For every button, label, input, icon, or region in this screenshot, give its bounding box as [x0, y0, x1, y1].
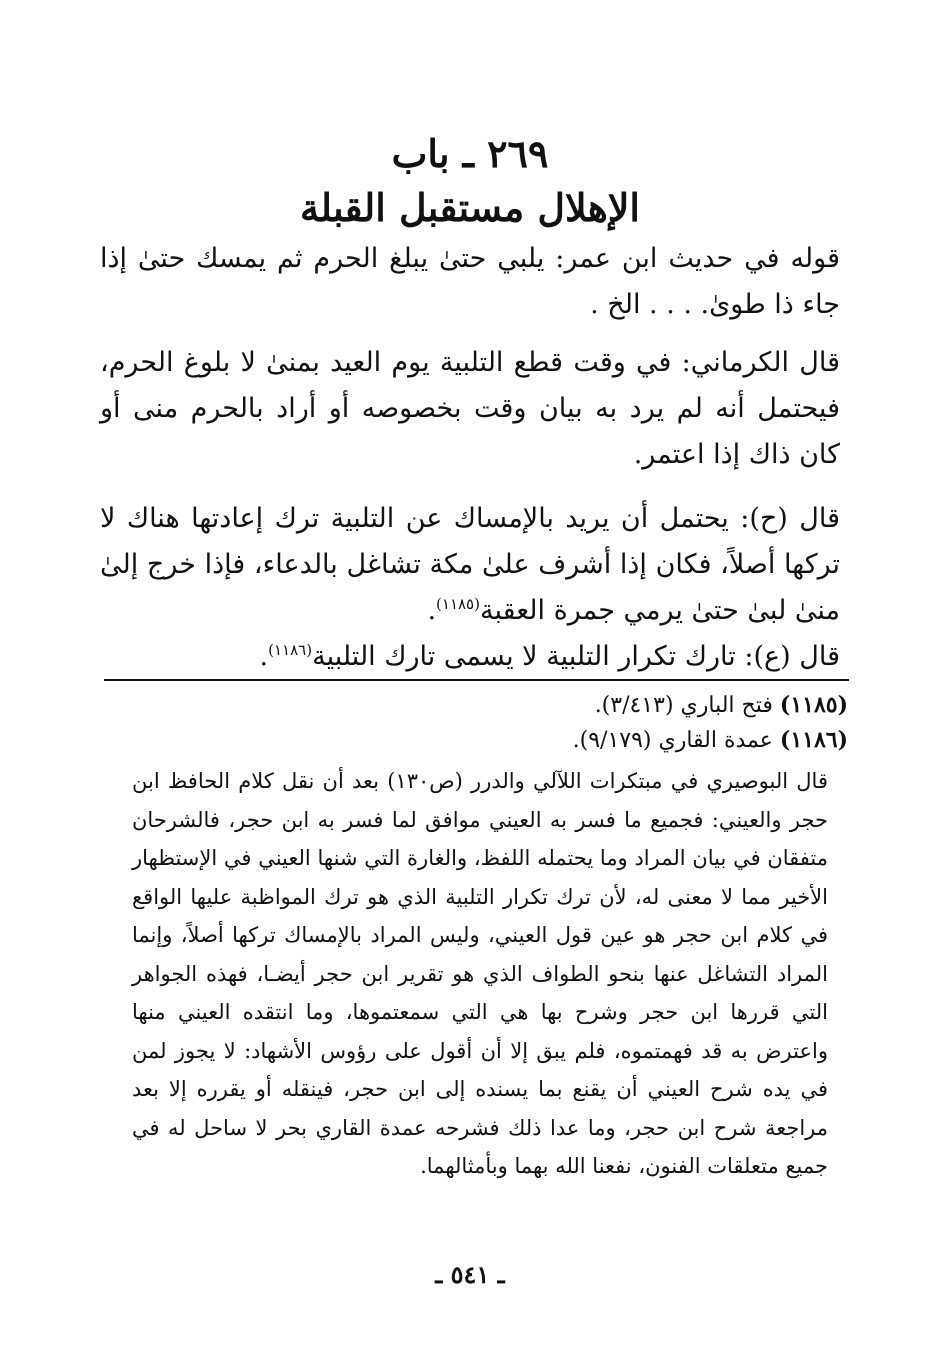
footnote-1186	[100, 723, 848, 758]
paragraph-ayni-text: قال (ع): تارك تكرار التلبية لا يسمى تارك التلبية	[312, 641, 840, 672]
main-text	[100, 236, 840, 680]
footnote-1185	[100, 688, 848, 723]
footnote-text: عمدة القاري (٩/١٧٩).	[572, 728, 773, 753]
footnote-ref-1186[interactable]: (١١٨٦)	[268, 641, 313, 659]
paragraph-hadith: قوله في حديث ابن عمر: يلبي حتىٰ يبلغ الحرم ثم يمسك حتىٰ إذا جاء ذا طوىٰ. . . . الخ .	[100, 243, 840, 320]
footnote-text: فتح الباري (٣/٤١٣).	[594, 693, 773, 718]
paragraph-ayni-end: .	[259, 641, 269, 672]
annotation-note	[132, 762, 828, 1186]
chapter-title: الإهلال مستقبل القبلة	[300, 185, 640, 230]
footnote-ref-1185[interactable]: (١١٨٥)	[436, 595, 480, 613]
footnotes	[100, 688, 848, 758]
paragraph-hafiz	[100, 496, 840, 634]
paragraph-hafiz-text: قال (ح): يحتمل أن يريد بالإمساك عن التلبية ترك إعادتها هناك لا تركها أصلاً، فكان إذا أشرف علىٰ مكة تشاغل بالدعاء، فإذا خرج إلىٰ منىٰ لبىٰ حتىٰ يرمي جمرة العقبة	[100, 503, 840, 626]
chapter-heading: ٢٦٩ ـ باب	[391, 131, 549, 176]
page-number: ـ ٥٤١ ـ	[435, 1260, 505, 1289]
note-text: قال البوصيري في مبتكرات اللآلي والدرر (ص١٣٠) بعد أن نقل كلام الحافظ ابن حجر والعيني: فجميع ما فسر به العيني موافق لما فسر به ابن حجر، فالشرحان متفقان في بيان المراد وما يحتمله اللفظ، والغارة التي شنها العيني في الإستظهار الأخير مما لا معنى له، لأن ترك تكرار التلبية الذي هو ترك المواظبة عليها الواقع في كلام ابن حجر هو عين قول العيني، وليس المراد بالإمساك تركها أصلاً، وإنما المراد التشاغل عنها بنحو الطواف الذي هو تقرير ابن حجر أيضـا، فهذه الجواهر التي قررها ابن حجر وشرح بها هي التي سمعتموها، وما انتقده العيني منها واعترض به قد فهمتموه، فلم يبق إلا أن أقول على رؤوس الأشهاد: لا يجوز لمن في يده شرح العيني أن يقنع بما يسنده إلى ابن حجر، فينقله أو يقرره إلا بعد مراجعة شرح ابن حجر، وما عدا ذلك فشرحه عمدة القاري بحر لا ساحل له في جميع متعلقات الفنون، نفعنا الله بهما وبأمثالهما.	[132, 769, 828, 1178]
footnote-number: (١١٨٦)	[779, 727, 848, 753]
footnote-number: (١١٨٥)	[779, 692, 848, 718]
paragraph-ayni	[100, 634, 840, 680]
paragraph-hafiz-end: .	[427, 595, 437, 626]
paragraph-kirmani: قال الكرماني: في وقت قطع التلبية يوم العيد بمنىٰ لا بلوغ الحرم، فيحتمل أنه لم يرد به بيان وقت بخصوصه أو أراد بالحرم منى أو كان ذاك إذا اعتمر.	[100, 347, 840, 470]
footnote-divider	[104, 679, 849, 681]
